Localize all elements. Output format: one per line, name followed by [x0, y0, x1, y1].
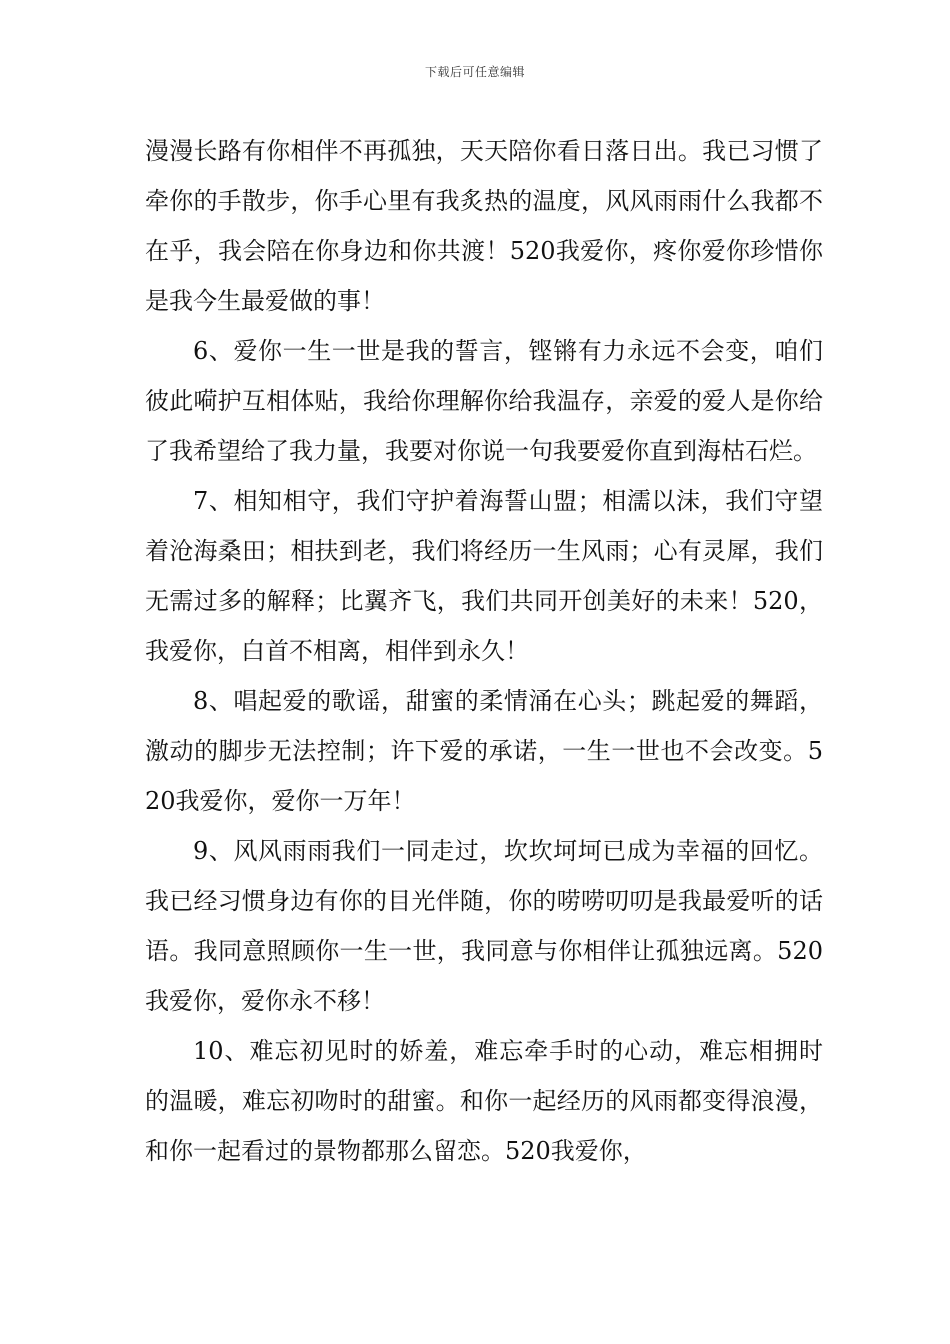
- paragraph-10: 10、难忘初见时的娇羞，难忘牵手时的心动，难忘相拥时的温暖，难忘初吻时的甜蜜。和你一起经历的风雨都变得浪漫，和你一起看过的景物都那么留恋。520我爱你，: [145, 1037, 823, 1165]
- paragraph-6: 6、爱你一生一世是我的誓言，铿锵有力永远不会变，咱们彼此嗬护互相体贴，我给你理解你给我温存，亲爱的爱人是你给了我希望给了我力量，我要对你说一句我要爱你直到海枯石烂。: [145, 337, 823, 465]
- page-header: 下载后可任意编辑: [424, 65, 525, 79]
- document-body: [145, 126, 823, 1176]
- paragraph-8: 8、唱起爱的歌谣，甜蜜的柔情涌在心头；跳起爱的舞蹈，激动的脚步无法控制；许下爱的承诺，一生一世也不会改变。520我爱你，爱你一万年！: [145, 687, 823, 815]
- paragraph-9: 9、风风雨雨我们一同走过，坎坎坷坷已成为幸福的回忆。我已经习惯身边有你的目光伴随，你的唠唠叨叨是我最爱听的话语。我同意照顾你一生一世，我同意与你相伴让孤独远离。520我爱你，爱你永不移！: [145, 837, 823, 1015]
- paragraph-7: 7、相知相守，我们守护着海誓山盟；相濡以沫，我们守望着沧海桑田；相扶到老，我们将经历一生风雨；心有灵犀，我们无需过多的解释；比翼齐飞，我们共同开创美好的未来！520，我爱你，白首不相离，相伴到永久！: [145, 487, 823, 665]
- paragraph-intro: 漫漫长路有你相伴不再孤独，天天陪你看日落日出。我已习惯了牵你的手散步，你手心里有我炙热的温度，风风雨雨什么我都不在乎，我会陪在你身边和你共渡！520我爱你，疼你爱你珍惜你是我今生最爱做的事！: [145, 137, 823, 315]
